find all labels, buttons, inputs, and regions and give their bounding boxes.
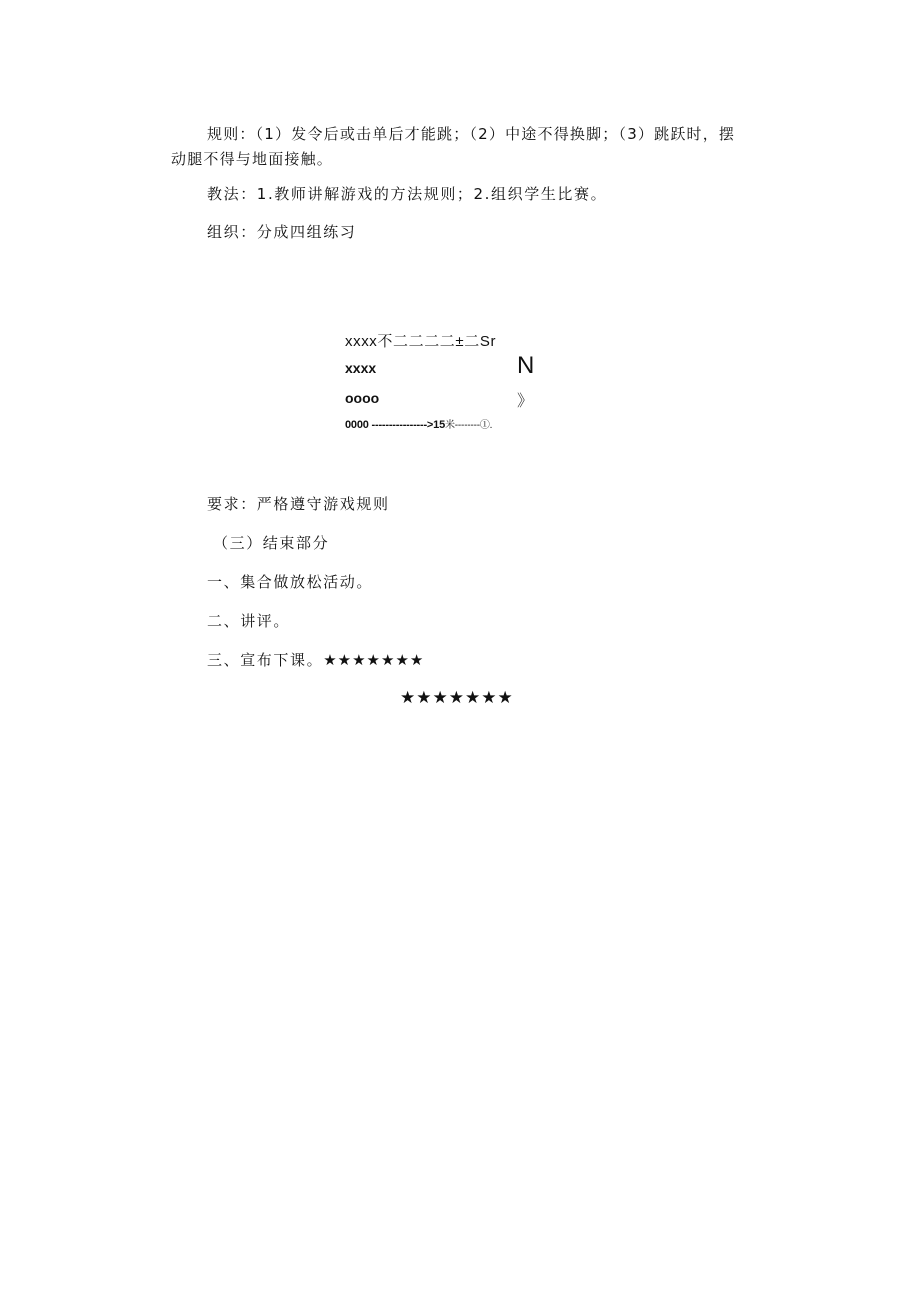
rules-paragraph — [171, 122, 741, 172]
stars-inline: ★★★★★★★ — [323, 651, 425, 669]
diagram-row-2-mark: N — [517, 352, 535, 379]
stars-footer: ★★★★★★★ — [400, 688, 514, 708]
diagram-distance-tail: 米--------①. — [445, 420, 493, 431]
end-item-3 — [207, 649, 424, 671]
end-item-3-text: 三、宣布下课。 — [207, 651, 324, 669]
diagram-row-2-group: xxxx — [345, 360, 377, 376]
diagram-row-3-mark: 》 — [517, 393, 534, 410]
diagram-row-1: xxxx不二二二二±二Sr — [345, 333, 497, 350]
formation-diagram — [345, 330, 545, 440]
diagram-row-3-group: oooo — [345, 390, 380, 406]
diagram-row-3 — [345, 390, 534, 410]
end-item-2: 二、讲评。 — [207, 612, 291, 630]
requirement-line: 要求：严格遵守游戏规则 — [207, 495, 390, 513]
organization-line: 组织：分成四组练习 — [207, 223, 357, 241]
diagram-row-4-distance — [345, 416, 492, 431]
diagram-row-2 — [345, 352, 535, 379]
end-section-heading: （三）结束部分 — [213, 534, 330, 552]
rules-text: 规则：（1）发令后或击单后才能跳；（2）中途不得换脚；（3）跳跃时，摆动腿不得与地面接触。 — [171, 125, 736, 168]
teaching-method-line: 教法：1.教师讲解游戏的方法规则；2.组织学生比赛。 — [207, 185, 608, 203]
diagram-distance-arrow: 0000 ---------------->15 — [345, 419, 445, 431]
end-item-1: 一、集合做放松活动。 — [207, 573, 374, 591]
